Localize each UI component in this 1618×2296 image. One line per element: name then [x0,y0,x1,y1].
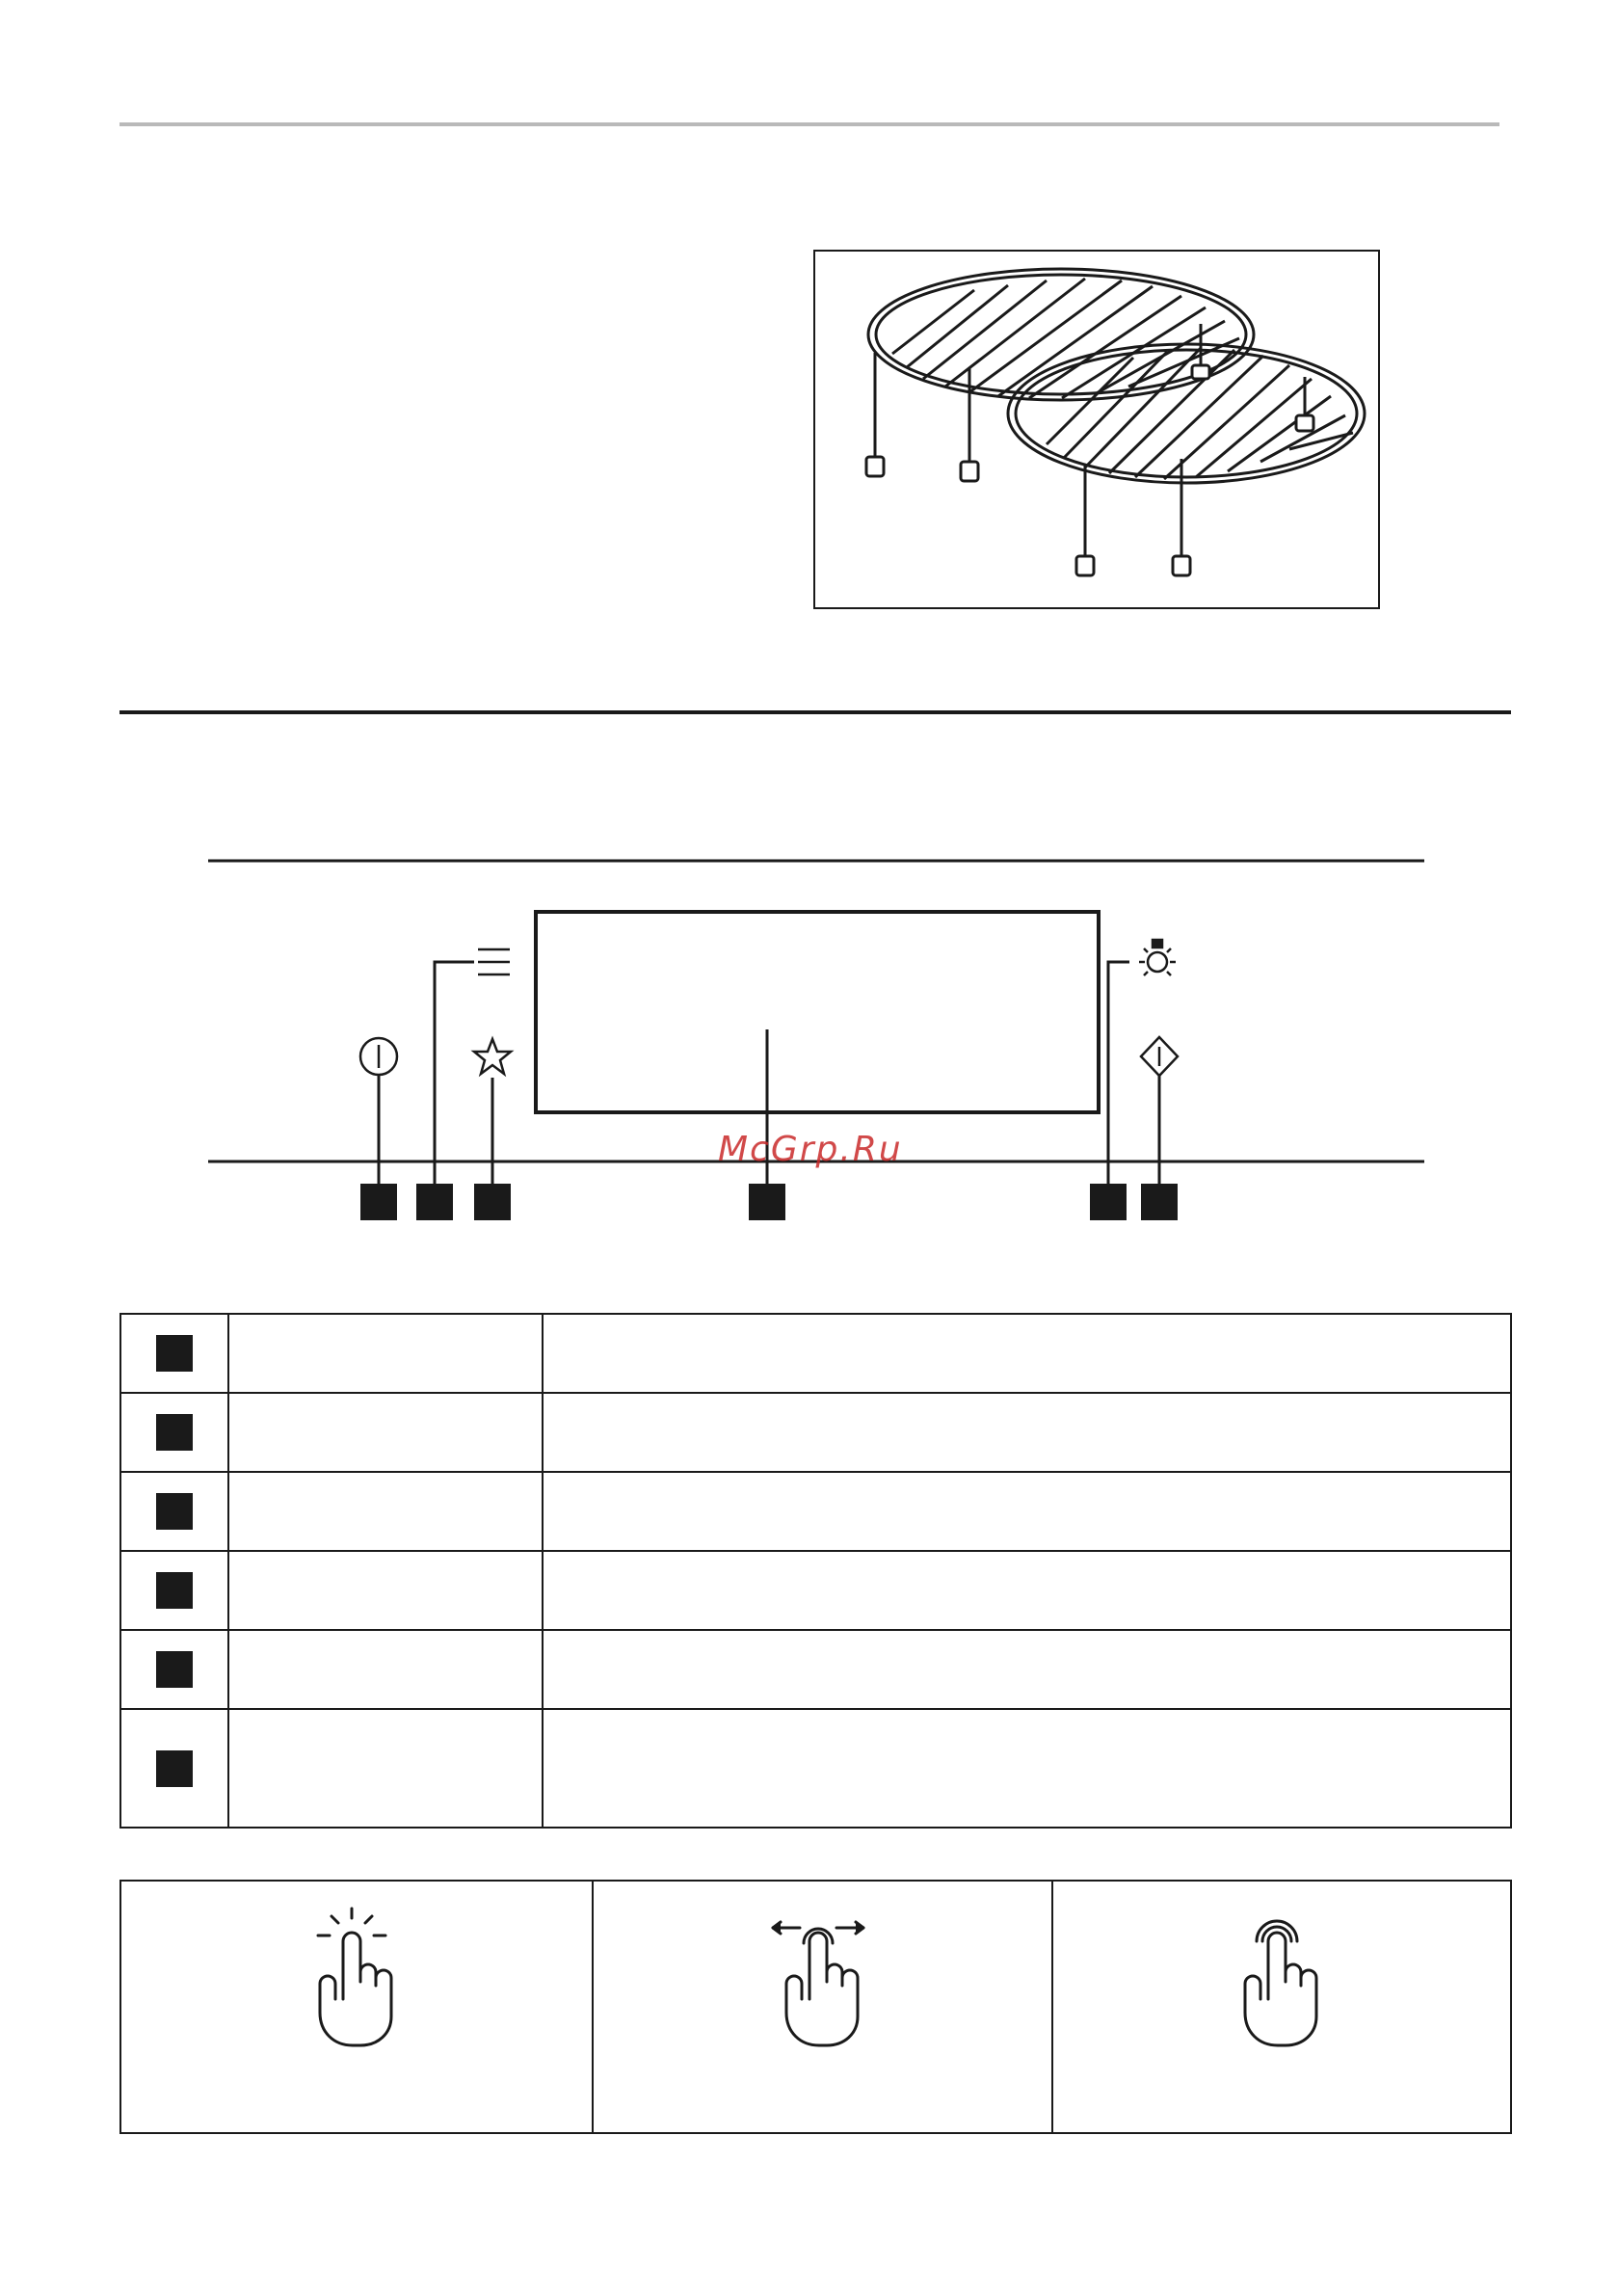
marker-4 [749,1184,785,1220]
watermark: McGrp.Ru [718,1130,903,1169]
row-number-marker [156,1651,193,1688]
row-number-marker [156,1493,193,1530]
menu-icon [478,949,510,974]
table-row [120,1551,1511,1630]
marker-1 [360,1184,397,1220]
tap-gesture-icon [299,1903,414,2057]
wire-shelf-racks-illustration [815,252,1378,607]
table-row [120,1709,1511,1828]
gesture-cell-slide [593,1881,1052,2133]
accessory-illustration-frame [813,250,1380,609]
row-number-marker [156,1572,193,1609]
start-icon [1141,1037,1178,1076]
on-off-icon [360,1038,397,1075]
row-number-marker [156,1750,193,1787]
table-row [120,1393,1511,1472]
slide-gesture-icon [765,1903,881,2057]
control-description [543,1551,1511,1630]
control-name [228,1551,543,1630]
control-name [228,1472,543,1551]
control-description [543,1314,1511,1393]
marker-3 [474,1184,511,1220]
header-rule [119,122,1499,126]
marker-2 [416,1184,453,1220]
control-name [228,1314,543,1393]
row-number-marker [156,1414,193,1451]
control-panel-diagram [0,829,1618,1234]
table-row [120,1881,1511,2133]
gesture-cell-tap [120,1881,593,2133]
control-name [228,1630,543,1709]
table-row [120,1630,1511,1709]
control-name [228,1709,543,1828]
control-description [543,1630,1511,1709]
display [536,912,1099,1112]
control-description [543,1472,1511,1551]
table-row [120,1314,1511,1393]
gesture-cell-hold [1052,1881,1511,2133]
row-number-marker [156,1335,193,1372]
marker-5 [1090,1184,1127,1220]
marker-6 [1141,1184,1178,1220]
control-description [543,1709,1511,1828]
gestures-table [119,1880,1512,2134]
lamp-icon [1139,940,1176,975]
section-rule [119,710,1511,714]
touch-and-hold-gesture-icon [1224,1903,1339,2057]
table-row [120,1472,1511,1551]
controls-table [119,1313,1512,1829]
favourites-star-icon [474,1039,511,1074]
control-name [228,1393,543,1472]
control-description [543,1393,1511,1472]
